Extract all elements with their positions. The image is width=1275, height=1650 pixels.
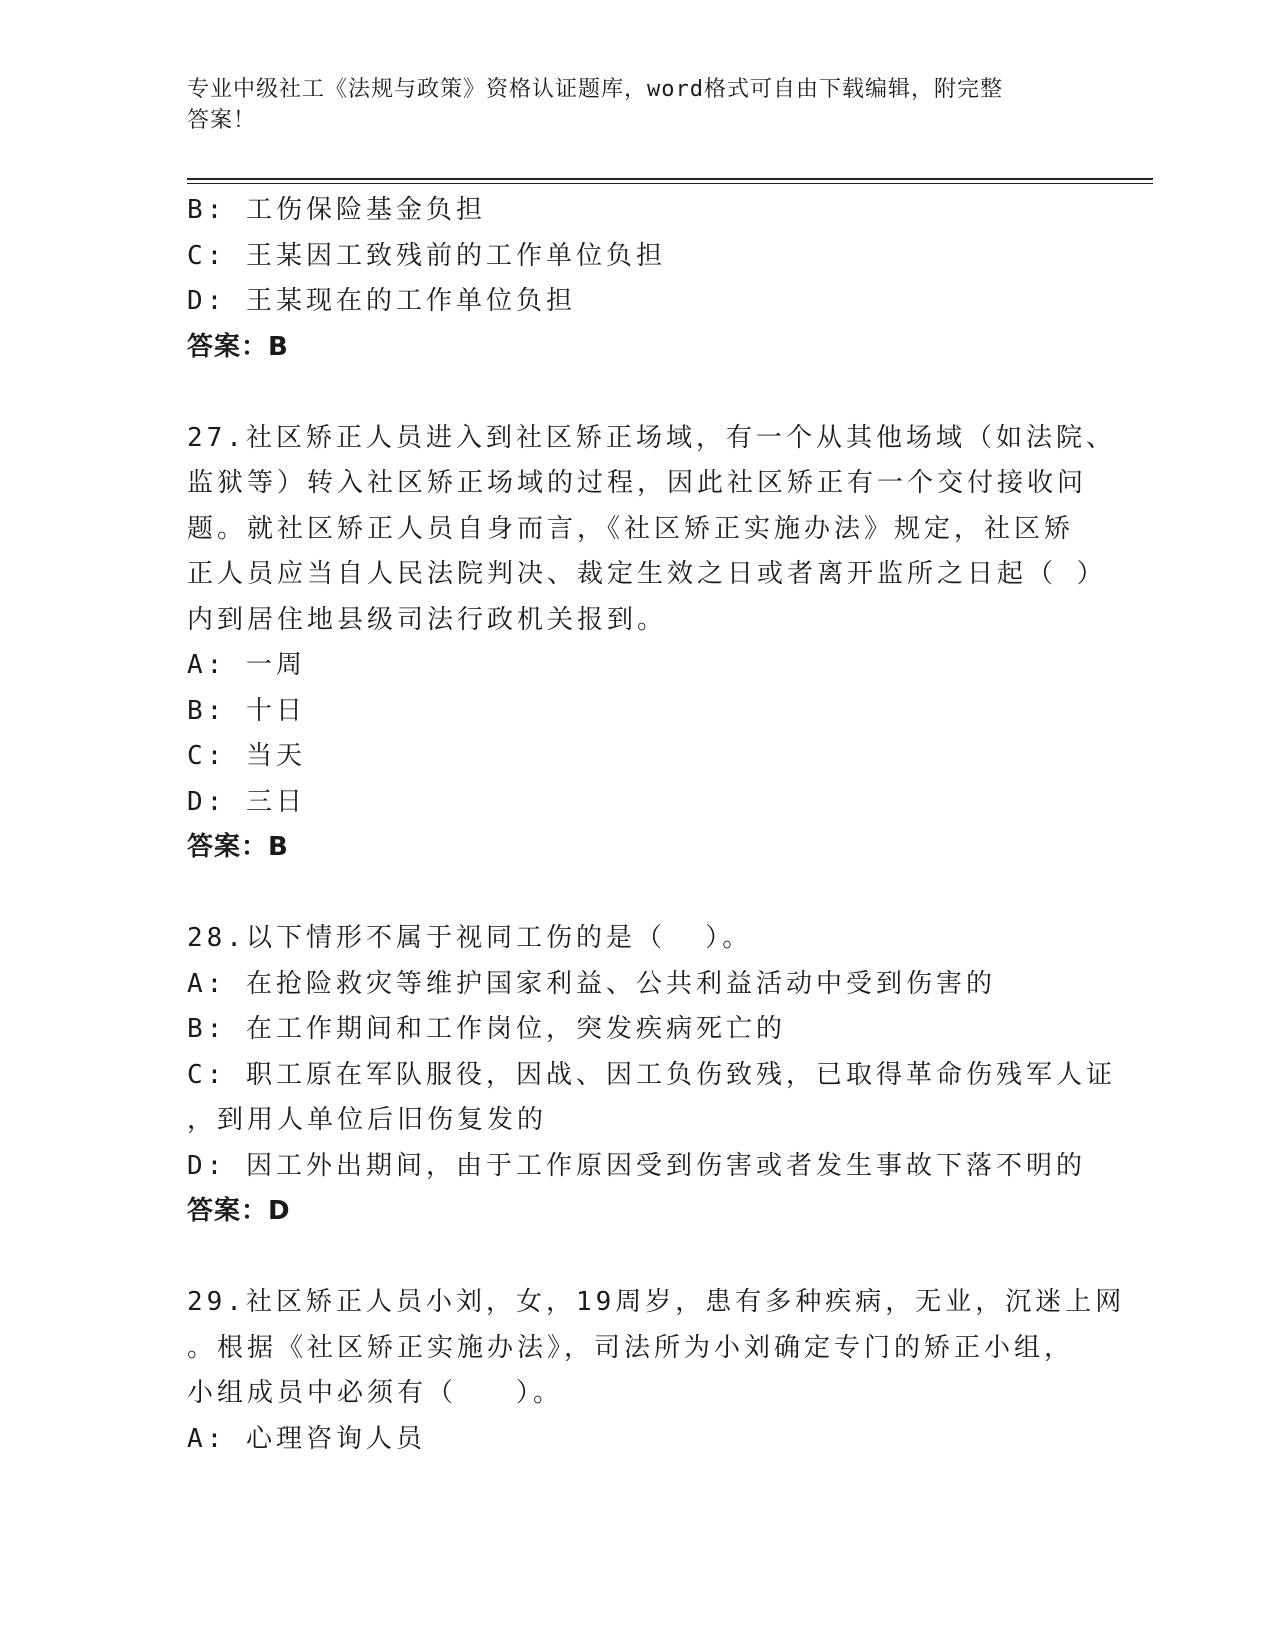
q26-option-d: D: 王某现在的工作单位负担	[187, 286, 576, 316]
q28-option-d: D: 因工外出期间，由于工作原因受到伤害或者发生事故下落不明的	[187, 1150, 1086, 1181]
q29-stem-line-3: 小组成员中必须有（ ）。	[187, 1378, 563, 1408]
q26-option-b: B: 工伤保险基金负担	[187, 195, 486, 225]
q28-option-a: A: 在抢险救灾等维护国家利益、公共利益活动中受到伤害的	[187, 968, 996, 999]
q27-option-c: C: 当天	[187, 741, 306, 771]
q27-answer: 答案：B	[187, 832, 289, 862]
q28-option-c-line-2: ，到用人单位后旧伤复发的	[187, 1105, 548, 1135]
q27-stem-line-1: 27.社区矫正人员进入到社区矫正场域，有一个从其他场域（如法院、	[187, 422, 1116, 453]
spacer	[187, 871, 1087, 917]
header-line-1: 专业中级社工《法规与政策》资格认证题库，word格式可自由下载编辑，附完整	[187, 77, 1003, 102]
q29-stem-line-2: 。根据《社区矫正实施办法》，司法所为小刘确定专门的矫正小组，	[187, 1332, 1075, 1363]
q28-option-c-line-1: C: 职工原在军队服役，因战、因工负伤致残，已取得革命伤残军人证	[187, 1059, 1116, 1090]
q27-stem-line-5: 内到居住地县级司法行政机关报到。	[187, 604, 668, 635]
document-header	[187, 74, 1067, 136]
q27-option-a: A: 一周	[187, 650, 306, 680]
q27-option-b: B: 十日	[187, 695, 306, 726]
q27-option-d: D: 三日	[187, 786, 306, 817]
q29-option-a: A: 心理咨询人员	[187, 1423, 426, 1454]
header-divider	[187, 178, 1153, 180]
q26-answer: 答案：B	[187, 331, 289, 362]
spacer	[187, 370, 1087, 416]
header-line-2: 答案！	[187, 108, 257, 133]
q28-option-b: B: 在工作期间和工作岗位，突发疾病死亡的	[187, 1014, 786, 1044]
header-divider-thin	[187, 183, 1153, 184]
q28-answer: 答案：D	[187, 1196, 291, 1226]
question-content	[187, 188, 1126, 1462]
q29-stem-line-1: 29.社区矫正人员小刘，女，19周岁，患有多种疾病，无业，沉迷上网	[187, 1287, 1126, 1317]
q27-stem-line-3: 题。就社区矫正人员自身而言，《社区矫正实施办法》规定，社区矫	[187, 513, 1075, 544]
q28-stem: 28.以下情形不属于视同工伤的是（ ）。	[187, 923, 753, 953]
q27-stem-line-4: 正人员应当自人民法院判决、裁定生效之日或者离开监所之日起（ ）	[187, 559, 1107, 589]
q26-option-c: C: 王某因工致残前的工作单位负担	[187, 240, 666, 271]
q27-stem-line-2: 监狱等）转入社区矫正场域的过程，因此社区矫正有一个交付接收问	[187, 468, 1088, 498]
spacer	[187, 1235, 1087, 1281]
